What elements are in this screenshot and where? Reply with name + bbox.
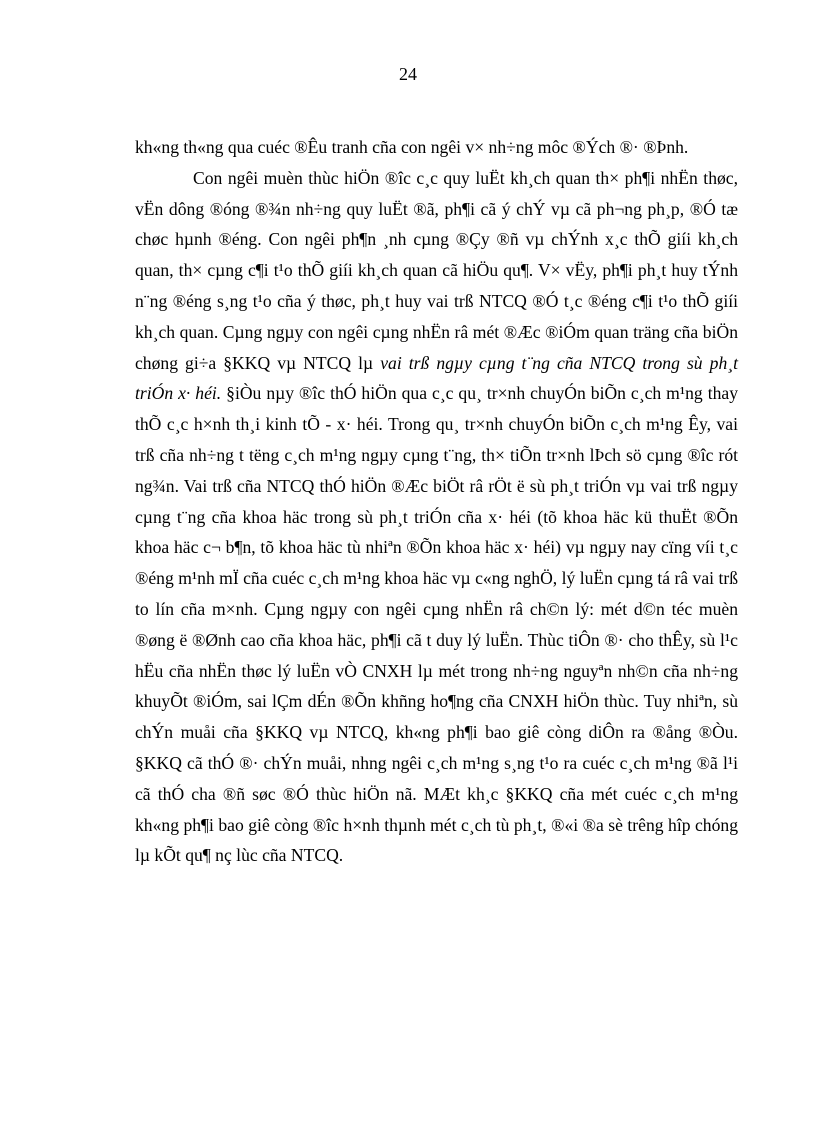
paragraph-2-emphasis: vai trß ngµy cµng t¨ng cña NTCQ trong sù ph¸t triÓn x· héi. [135,352,738,404]
paragraph-2-text-after: §iÒu nµy ®îc thÓ hiÖn qua c¸c qu¸ tr×nh chuyÓn biÕn c¸ch m¹ng thay thÕ c¸c h×nh th¸i kinh tÕ - x· héi. Trong qu¸ tr×nh chuyÓn biÕn c¸ch m¹ng Êy, vai trß cña nh÷ng t tëng c¸ch m¹ng ngµy cµng t¨ng, th× tiÕn tr×nh lÞch sö cµng ®îc rót ng¾n. Vai trß cña NTCQ thÓ hiÖn ®Æc biÖt râ rÖt ë sù ph¸t triÓn vµ vai trß ngµy cµng t¨ng cña khoa häc trong sù ph¸t triÓn cña x· héi (tõ khoa häc kü thuËt ®Õn khoa häc c¬ b¶n, tõ khoa häc tù nhiªn ®Õn khoa häc x· héi) vµ ngµy nay cïng víi t¸c ®éng m¹nh mÏ cña cuéc c¸ch m¹ng khoa häc vµ c«ng nghÖ, lý luËn cµng tá râ vai trß to lín cña m×nh. Cµng ngµy con ngêi cµng nhËn râ ch©n lý: mét d©n téc muèn ®øng ë ®Ønh cao cña khoa häc, ph¶i cã t duy lý luËn. Thùc tiÔn ®· cho thÊy, sù l¹c hËu cña nhËn thøc lý luËn vÒ CNXH lµ mét trong nh÷ng nguyªn nh©n cña nh÷ng khuyÕt ®iÓm, sai lÇm dÉn ®Õn khñng ho¶ng cña CNXH hiÖn thùc. Tuy nhiªn, sù chÝn muåi cña §KKQ vµ NTCQ, kh«ng ph¶i bao giê còng diÔn ra ®ång ®Òu. §KKQ cã thÓ ®· chÝn muåi, nhng ngêi c¸ch m¹ng s¸ng t¹o ra cuéc c¸ch m¹ng ®ã l¹i cã thÓ cha ®ñ søc ®Ó thùc hiÖn nã. MÆt kh¸c §KKQ cña mét cuéc c¸ch m¹ng kh«ng ph¶i bao giê còng ®îc h×nh thµnh mét c¸ch tù ph¸t, ®«i ®a sè trêng hîp chóng lµ kÕt qu¶ nç lùc cña NTCQ. [135,383,738,866]
paragraph-1: kh«ng th«ng qua cuéc ®Êu tranh cña con ngêi v× nh÷ng môc ®Ých ®· ®Þnh. [135,137,689,157]
paragraph-2-text-before: Con ngêi muèn thùc hiÖn ®îc c¸c quy luËt kh¸ch quan th× ph¶i nhËn thøc, vËn dông ®óng ®¾n nh÷ng quy luËt ®ã, ph¶i cã ý chÝ vµ cã ph¬ng ph¸p, ®Ó tæ chøc hµnh ®éng. Con ngêi ph¶n ¸nh cµng ®Çy ®ñ vµ chÝnh x¸c thÕ giíi kh¸ch quan, th× cµng c¶i t¹o thÕ giíi kh¸ch quan cã hiÖu qu¶. V× vËy, ph¶i ph¸t huy tÝnh n¨ng ®éng s¸ng t¹o cña ý thøc, ph¸t huy vai trß NTCQ ®Ó t¸c ®éng c¶i t¹o thÕ giíi kh¸ch quan. Cµng ngµy con ngêi cµng nhËn râ mét ®Æc ®iÓm quan träng cña biÖn chøng gi÷a §KKQ vµ NTCQ lµ [135,167,738,373]
page-number: 24 [399,64,417,84]
paragraph-2 [135,163,738,871]
body-text [135,132,738,871]
